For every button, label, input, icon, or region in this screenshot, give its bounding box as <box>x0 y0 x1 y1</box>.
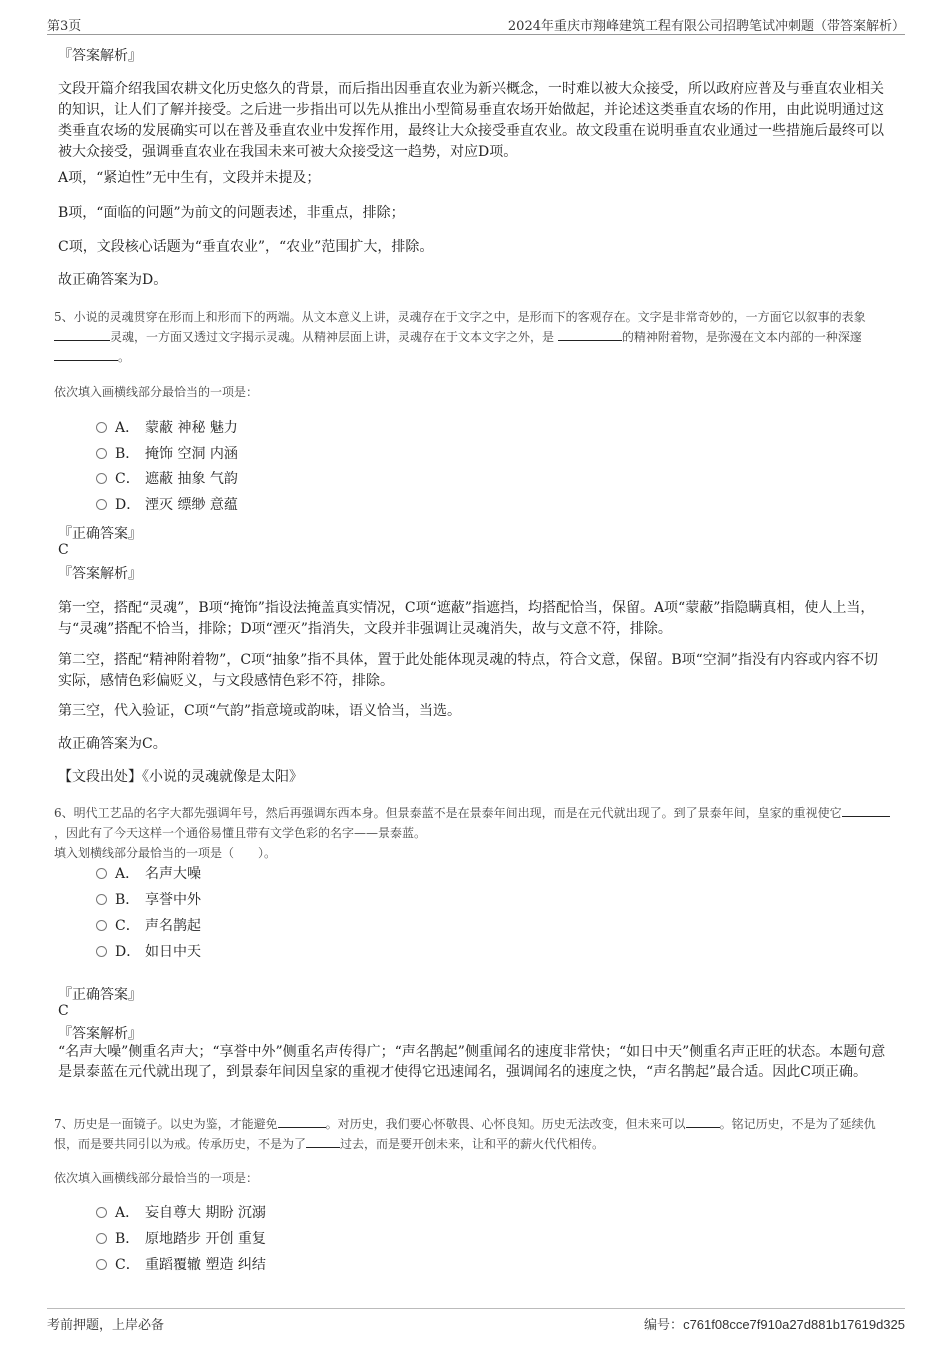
radio-icon[interactable] <box>96 920 107 931</box>
q5-option-a[interactable]: A． 蒙蔽 神秘 魅力 <box>96 418 238 438</box>
q4-analysis-option-a: A项，“紧迫性”无中生有，文段并未提及； <box>58 170 321 186</box>
page-header <box>47 12 905 35</box>
document-title: 2024年重庆市翔峰建筑工程有限公司招聘笔试冲刺题（带答案解析） <box>507 19 905 34</box>
q5-conclusion: 故正确答案为C。 <box>58 736 167 752</box>
q5-analysis-paragraph-1: 第一空，搭配“灵魂”，B项“掩饰”指设法掩盖真实情况，C项“遮蔽”指遮挡，均搭配恰当，保留。A项“蒙蔽”指隐瞒真相，使人上当，与“灵魂”搭配不恰当，排除；D项“湮灭”指消失，文段并非强调让灵魂消失，故与文意不符，排除。 <box>58 600 875 637</box>
q6-stem: 6、明代工艺品的名字大都先强调年号，然后再强调东西本身。但景泰蓝不是在景泰年间出现，而是在元代就出现了。到了景泰年间，皇家的重视使它，因此有了今天这样一个通俗易懂且带有文学色彩的名字——景泰蓝。 <box>54 803 894 843</box>
q5-blank-2 <box>558 329 622 341</box>
q5-blank-3 <box>54 349 118 361</box>
q7-stem: 7、历史是一面镜子。以史为鉴，才能避免 。对历史，我们要心怀敬畏、心怀良知。历史无法改变，但未来可以 。铭记历史，不是为了延续仇恨，而是要共同引以为戒。传承历史，不是为了 过去，而是要开创未来，让和平的薪火代代相传。 <box>54 1117 876 1151</box>
radio-icon[interactable] <box>96 499 107 510</box>
page-footer <box>47 1308 905 1339</box>
radio-icon[interactable] <box>96 1207 107 1218</box>
q7-blank-2 <box>686 1116 720 1128</box>
q5-stem: 5、小说的灵魂贯穿在形而上和形而下的两端。从文本意义上讲，灵魂存在于文字之中，是形而下的客观存在。文字是非常奇妙的，一方面它以叙事的表象 灵魂，一方面又透过文字揭示灵魂。从精神层面上讲，灵魂存在于文本文字之外，是 的精神附着物，是弥漫在文本内部的一种深邃 。 <box>54 310 866 364</box>
q7-option-b[interactable]: B． 原地踏步 开创 重复 <box>96 1229 266 1249</box>
q5-source: 【文段出处】《小说的灵魂就像是太阳》 <box>58 769 303 785</box>
q6-blank <box>842 805 890 817</box>
q5-answer: C <box>58 542 69 558</box>
q6-instruction: 填入划横线部分最恰当的一项是（ ）。 <box>54 846 277 860</box>
q6-analysis: “名声大噪”侧重名声大；“享誉中外”侧重名声传得广；“声名鹊起”侧重闻名的速度非常快；“如日中天”侧重名声正旺的状态。本题句意是景泰蓝在元代就出现了，到景泰年间因皇家的重视才使得它迅速闻名，强调闻名的速度之快，“声名鹊起”最合适。因此C项正确。 <box>58 1044 886 1080</box>
q6-option-b[interactable]: B． 享誉中外 <box>96 890 201 910</box>
radio-icon[interactable] <box>96 1233 107 1244</box>
radio-icon[interactable] <box>96 868 107 879</box>
q5-option-b[interactable]: B． 掩饰 空洞 内涵 <box>96 444 238 464</box>
correct-answer-label: 『正确答案』 <box>58 526 142 542</box>
analysis-label: 『答案解析』 <box>58 1026 142 1042</box>
q7-option-a[interactable]: A． 妄自尊大 期盼 沉溺 <box>96 1203 266 1223</box>
radio-icon[interactable] <box>96 422 107 433</box>
q4-analysis-option-c: C项，文段核心话题为“垂直农业”，“农业”范围扩大，排除。 <box>58 239 434 255</box>
q7-blank-1 <box>278 1116 326 1128</box>
page-number: 第3页 <box>47 19 82 34</box>
q6-option-d[interactable]: D． 如日中天 <box>96 942 201 962</box>
document-code: 编号：c761f08cce7f910a27d881b17619d325 <box>644 1317 905 1333</box>
q5-analysis-paragraph-2: 第二空，搭配“精神附着物”，C项“抽象”指不具体，置于此处能体现灵魂的特点，符合文意，保留。B项“空洞”指没有内容或内容不切实际，感情色彩偏贬义，与文段感情色彩不符，排除。 <box>58 652 878 689</box>
radio-icon[interactable] <box>96 1259 107 1270</box>
radio-icon[interactable] <box>96 946 107 957</box>
q4-analysis-paragraph: 文段开篇介绍我国农耕文化历史悠久的背景，而后指出因垂直农业为新兴概念，一时难以被大众接受，所以政府应普及与垂直农业相关的知识，让人们了解并接受。之后进一步指出可以先从推出小型简易垂直农场开始做起，并论述这类垂直农场的作用，由此说明通过这类垂直农场的发展确实可以在普及垂直农业中发挥作用，最终让大众接受垂直农业。故文段重在说明垂直农业通过一些措施后最终可以被大众接受，强调垂直农业在我国未来可被大众接受这一趋势，对应D项。 <box>58 81 884 160</box>
radio-icon[interactable] <box>96 448 107 459</box>
q6-option-c[interactable]: C． 声名鹊起 <box>96 916 201 936</box>
q7-blank-3 <box>306 1136 340 1148</box>
radio-icon[interactable] <box>96 473 107 484</box>
q6-option-a[interactable]: A． 名声大噪 <box>96 864 201 884</box>
q5-blank-1 <box>54 329 110 341</box>
q4-analysis-option-b: B项，“面临的问题”为前文的问题表述，非重点，排除； <box>58 205 405 221</box>
radio-icon[interactable] <box>96 894 107 905</box>
q5-option-c[interactable]: C． 遮蔽 抽象 气韵 <box>96 469 238 489</box>
analysis-label: 『答案解析』 <box>58 566 142 582</box>
q4-conclusion: 故正确答案为D。 <box>58 272 168 288</box>
footer-slogan: 考前押题，上岸必备 <box>47 1318 165 1333</box>
q7-option-c[interactable]: C． 重蹈覆辙 塑造 纠结 <box>96 1255 266 1275</box>
q5-option-d[interactable]: D． 湮灭 缥缈 意蕴 <box>96 495 238 515</box>
correct-answer-label: 『正确答案』 <box>58 987 142 1003</box>
q7-instruction: 依次填入画横线部分最恰当的一项是： <box>54 1171 259 1185</box>
q5-instruction: 依次填入画横线部分最恰当的一项是： <box>54 385 259 399</box>
q6-answer: C <box>58 1003 69 1019</box>
analysis-label: 『答案解析』 <box>58 48 142 64</box>
q5-analysis-paragraph-3: 第三空，代入验证，C项“气韵”指意境或韵味，语义恰当，当选。 <box>58 703 462 719</box>
